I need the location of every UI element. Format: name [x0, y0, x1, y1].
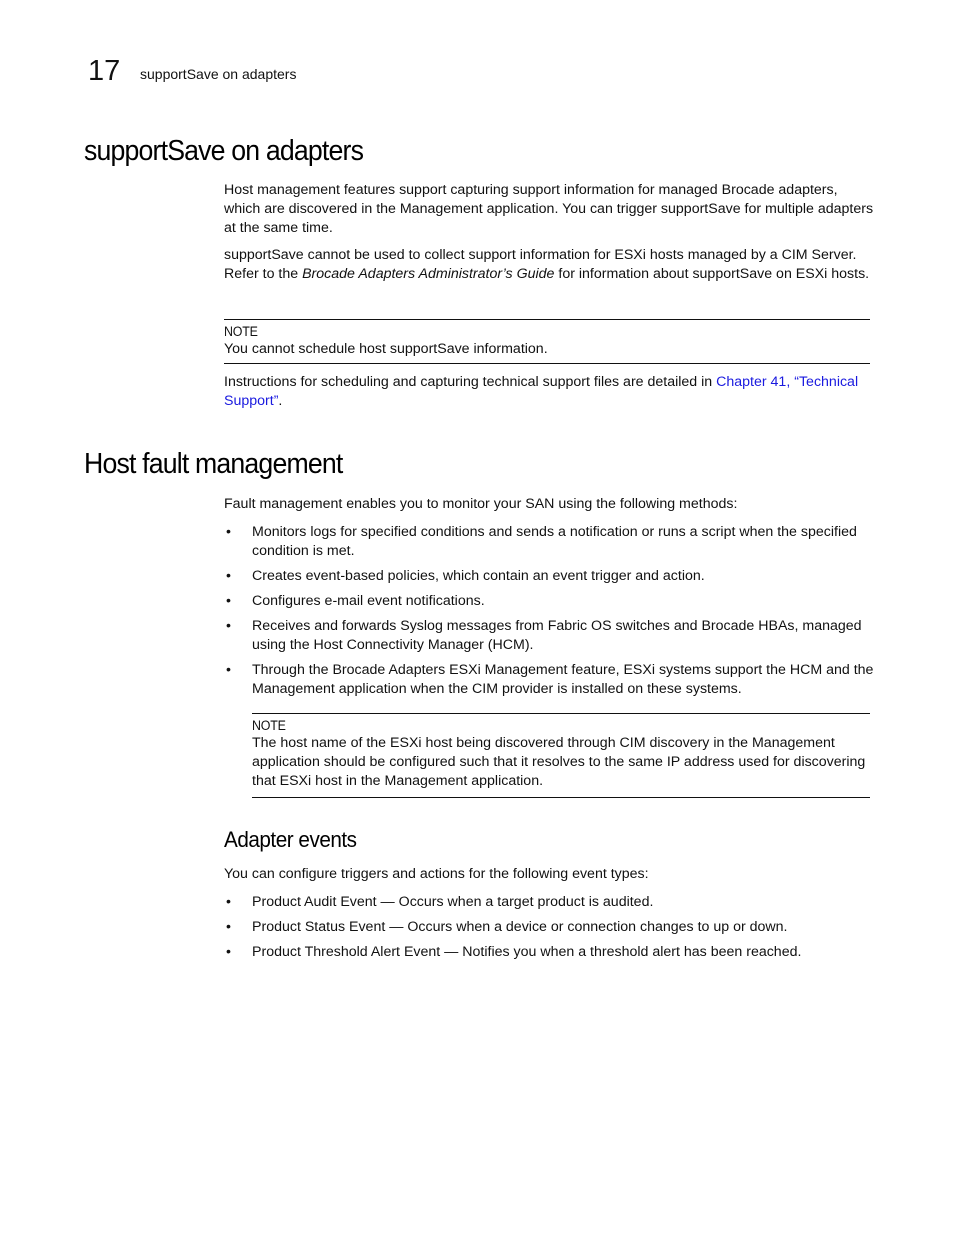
list-item-text: Receives and forwards Syslog messages from Fabric OS switches and Brocade HBAs, managed using the Host Connectivity Manager (HCM). [252, 618, 862, 653]
list-item [224, 567, 874, 586]
bullet-icon: • [226, 919, 231, 935]
bullet-icon: • [226, 894, 231, 910]
note-text: The host name of the ESXi host being discovered through CIM discovery in the Management application should be configured such that it resolves to the same IP address used for discovering that ESXi host in the Management application. [252, 735, 866, 789]
para2-text-a: supportSave cannot be used to collect support information for ESXi hosts managed by a CIM Server. Refer to the [224, 247, 857, 282]
note-supportsave [224, 319, 870, 364]
bullet-icon: • [226, 662, 231, 678]
bullet-icon: • [226, 568, 231, 584]
list-item-text: Creates event-based policies, which contain an event trigger and action. [252, 568, 705, 584]
list-item-text: Product Threshold Alert Event — Notifies you when a threshold alert has been reached. [252, 944, 802, 960]
list-item [224, 943, 874, 962]
note-esxi-host [252, 713, 870, 798]
chapter-41-link[interactable]: Chapter 41 [716, 374, 787, 390]
bullet-icon: • [226, 593, 231, 609]
note-label: NOTE [224, 324, 258, 339]
list-item-text: Through the Brocade Adapters ESXi Management feature, ESXi systems support the HCM and the Management application when the CIM provider is installed on these systems. [252, 662, 874, 697]
list-item [224, 617, 874, 655]
technical-support-link[interactable]: “Technical Support” [224, 374, 859, 409]
list-item-text: Monitors logs for specified conditions and sends a notification or runs a script when the specified condition is met. [252, 524, 857, 559]
subsection-title-adapter-events: Adapter events [224, 827, 357, 852]
chapter-link-separator[interactable]: , [786, 374, 791, 390]
chapter-number: 17 [88, 55, 121, 87]
adapter-events-intro: You can configure triggers and actions for the following event types: [224, 866, 649, 882]
bullet-icon: • [226, 524, 231, 540]
note-text: You cannot schedule host supportSave information. [224, 341, 548, 357]
list-item [224, 592, 874, 611]
supportsave-paragraph-1: Host management features support capturing support information for managed Brocade adapters, which are discovered in the Management application. You can trigger supportSave for multiple adapters at the same time. [224, 182, 874, 236]
fault-management-intro: Fault management enables you to monitor your SAN using the following methods: [224, 496, 738, 512]
list-item-text: Configures e-mail event notifications. [252, 593, 485, 609]
adapter-event-types-list [224, 893, 874, 968]
supportsave-paragraph-2 [224, 246, 874, 284]
list-item [224, 661, 874, 699]
para3-text: Instructions for scheduling and capturing technical support files are detailed in [224, 374, 717, 390]
section-title-supportsave: supportSave on adapters [84, 135, 364, 167]
section-title-host-fault-management: Host fault management [84, 448, 343, 480]
fault-management-methods-list [224, 523, 874, 705]
supportsave-paragraph-3 [224, 373, 874, 411]
bullet-icon: • [226, 618, 231, 634]
list-item [224, 523, 874, 561]
guide-title: Brocade Adapters Administrator’s Guide [302, 266, 555, 282]
running-header-title: supportSave on adapters [140, 66, 297, 82]
list-item-text: Product Status Event — Occurs when a device or connection changes to up or down. [252, 919, 788, 935]
list-item [224, 918, 874, 937]
para2-text-b: for information about supportSave on ESXi hosts. [554, 266, 870, 282]
bullet-icon: • [226, 944, 231, 960]
note-label: NOTE [252, 718, 286, 733]
para3-end: . [278, 393, 283, 409]
list-item [224, 893, 874, 912]
list-item-text: Product Audit Event — Occurs when a target product is audited. [252, 894, 654, 910]
